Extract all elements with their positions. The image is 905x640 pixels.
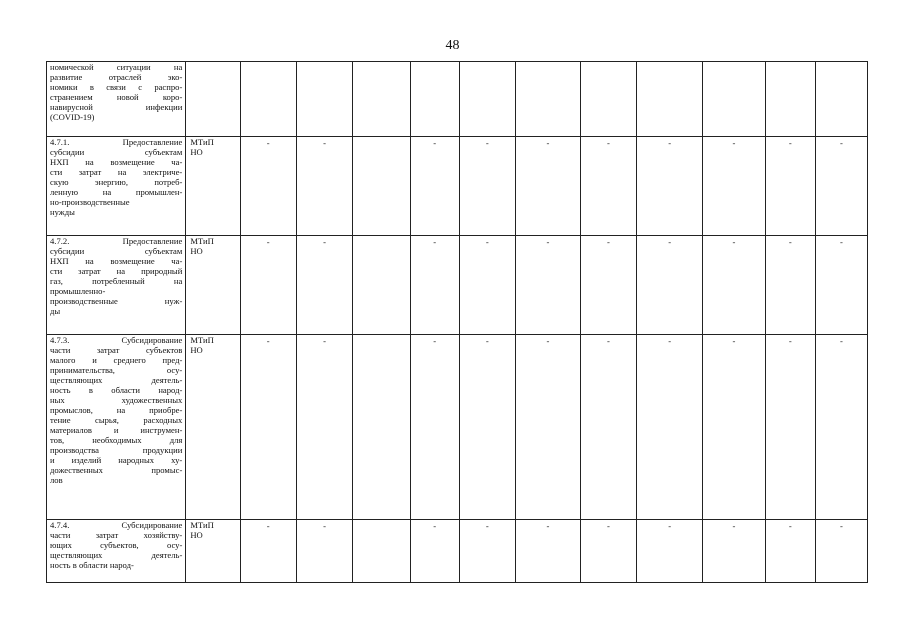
activity-name-cell	[47, 520, 186, 583]
value-cell: -	[240, 335, 296, 520]
value-cell	[240, 62, 296, 137]
value-cell: -	[459, 335, 515, 520]
activity-name-line: тение сырья, расходных	[50, 415, 183, 425]
activity-name-line: газ, потребленный на	[50, 276, 183, 286]
value-cell: -	[459, 137, 515, 236]
executor-line: МТиП	[190, 520, 214, 530]
activity-name-line: тов, необходимых для	[50, 435, 183, 445]
activity-name-line: скую энергию, потреб-	[50, 177, 183, 187]
value-cell: -	[637, 137, 703, 236]
activity-name-line: лов	[50, 475, 63, 485]
value-cell: -	[515, 520, 580, 583]
value-cell: -	[765, 520, 815, 583]
activity-name-line: промыслов, на приобре-	[50, 405, 183, 415]
value-cell: -	[296, 335, 352, 520]
executor-cell	[186, 137, 240, 236]
value-cell	[296, 62, 352, 137]
value-cell: -	[815, 236, 867, 335]
activity-name-line: 4.7.4. Субсидирование	[50, 520, 183, 530]
value-cell: -	[765, 236, 815, 335]
value-cell: -	[410, 520, 459, 583]
value-cell: -	[296, 137, 352, 236]
activity-name-line: производства продукции	[50, 445, 183, 455]
executor-cell	[186, 520, 240, 583]
table-row	[47, 520, 868, 583]
value-cell: -	[580, 236, 636, 335]
value-cell	[353, 62, 410, 137]
activity-name-line: ность в области народ-	[50, 560, 134, 570]
executor-line: МТиП	[190, 236, 214, 246]
activity-name-line: (COVID-19)	[50, 112, 95, 122]
activity-name-line: промышленно-	[50, 286, 106, 296]
activity-name-cell	[47, 236, 186, 335]
activity-name-line: навирусной инфекции	[50, 102, 183, 112]
value-cell: -	[765, 335, 815, 520]
activity-name-line: принимательства, осу-	[50, 365, 183, 375]
table-row	[47, 335, 868, 520]
activity-name-cell	[47, 335, 186, 520]
executor-line: НО	[190, 530, 203, 540]
value-cell: -	[240, 520, 296, 583]
activity-name-line: субсидии субъектам	[50, 246, 183, 256]
value-cell: -	[410, 335, 459, 520]
executor-cell	[186, 236, 240, 335]
activity-name-line: и изделий народных ху-	[50, 455, 183, 465]
value-cell: -	[580, 137, 636, 236]
value-cell: -	[240, 137, 296, 236]
table-row	[47, 137, 868, 236]
value-cell: -	[410, 137, 459, 236]
activity-name-line: ществляющих деятель-	[50, 375, 183, 385]
value-cell: -	[580, 335, 636, 520]
value-cell: -	[240, 236, 296, 335]
value-cell	[353, 137, 410, 236]
activity-name-line: малого и среднего пред-	[50, 355, 183, 365]
value-cell: -	[580, 520, 636, 583]
activity-name-line: части затрат хозяйству-	[50, 530, 183, 540]
activity-name-line: субсидии субъектам	[50, 147, 183, 157]
activity-name-line: ленную на промышлен-	[50, 187, 183, 197]
value-cell	[353, 335, 410, 520]
activity-name-line: производственные нуж-	[50, 296, 183, 306]
activity-name-line: 4.7.3. Субсидирование	[50, 335, 183, 345]
value-cell: -	[459, 520, 515, 583]
value-cell: -	[765, 137, 815, 236]
value-cell: -	[815, 137, 867, 236]
activity-name-line: ных художественных	[50, 395, 183, 405]
value-cell	[765, 62, 815, 137]
activity-name-line: номики в связи с распро-	[50, 82, 183, 92]
value-cell: -	[703, 137, 766, 236]
value-cell	[353, 236, 410, 335]
value-cell: -	[515, 137, 580, 236]
activity-name-line: но-производственные	[50, 197, 130, 207]
activity-name-line: нужды	[50, 207, 75, 217]
page-number: 48	[445, 38, 460, 53]
table-row	[47, 62, 868, 137]
executor-cell	[186, 335, 240, 520]
value-cell	[353, 520, 410, 583]
value-cell: -	[703, 236, 766, 335]
activity-name-line: дожественных промыс-	[50, 465, 183, 475]
value-cell: -	[637, 520, 703, 583]
activity-name-line: ществляющих деятель-	[50, 550, 183, 560]
activity-name-line: развитие отраслей эко-	[50, 72, 183, 82]
activity-name-cell	[47, 62, 186, 137]
table-row	[47, 236, 868, 335]
activity-name-line: сти затрат на электриче-	[50, 167, 183, 177]
activity-name-line: ды	[50, 306, 61, 316]
value-cell: -	[515, 335, 580, 520]
value-cell: -	[703, 520, 766, 583]
activity-name-line: части затрат субъектов	[50, 345, 183, 355]
value-cell	[410, 62, 459, 137]
activity-name-cell	[47, 137, 186, 236]
value-cell	[515, 62, 580, 137]
activity-name-line: 4.7.1. Предоставление	[50, 137, 183, 147]
activity-name-line: материалов и инструмен-	[50, 425, 183, 435]
executor-line: НО	[190, 345, 203, 355]
value-cell: -	[703, 335, 766, 520]
activity-name-line: 4.7.2. Предоставление	[50, 236, 183, 246]
executor-line: МТиП	[190, 137, 214, 147]
activity-name-line: ющих субъектов, осу-	[50, 540, 183, 550]
value-cell	[703, 62, 766, 137]
value-cell	[815, 62, 867, 137]
executor-line: НО	[190, 147, 203, 157]
activity-name-line: НХП на возмещение ча-	[50, 157, 183, 167]
program-activities-table	[46, 61, 868, 583]
value-cell	[459, 62, 515, 137]
activity-name-line: номической ситуации на	[50, 62, 183, 72]
activity-name-line: НХП на возмещение ча-	[50, 256, 183, 266]
value-cell: -	[296, 520, 352, 583]
value-cell: -	[815, 335, 867, 520]
executor-line: НО	[190, 246, 203, 256]
activity-name-line: странением новой коро-	[50, 92, 183, 102]
value-cell: -	[459, 236, 515, 335]
value-cell: -	[637, 335, 703, 520]
value-cell	[637, 62, 703, 137]
value-cell: -	[815, 520, 867, 583]
value-cell: -	[637, 236, 703, 335]
executor-cell	[186, 62, 240, 137]
value-cell: -	[296, 236, 352, 335]
value-cell: -	[515, 236, 580, 335]
value-cell: -	[410, 236, 459, 335]
value-cell	[580, 62, 636, 137]
activity-name-line: сти затрат на природный	[50, 266, 183, 276]
executor-line: МТиП	[190, 335, 214, 345]
activity-name-line: ность в области народ-	[50, 385, 183, 395]
